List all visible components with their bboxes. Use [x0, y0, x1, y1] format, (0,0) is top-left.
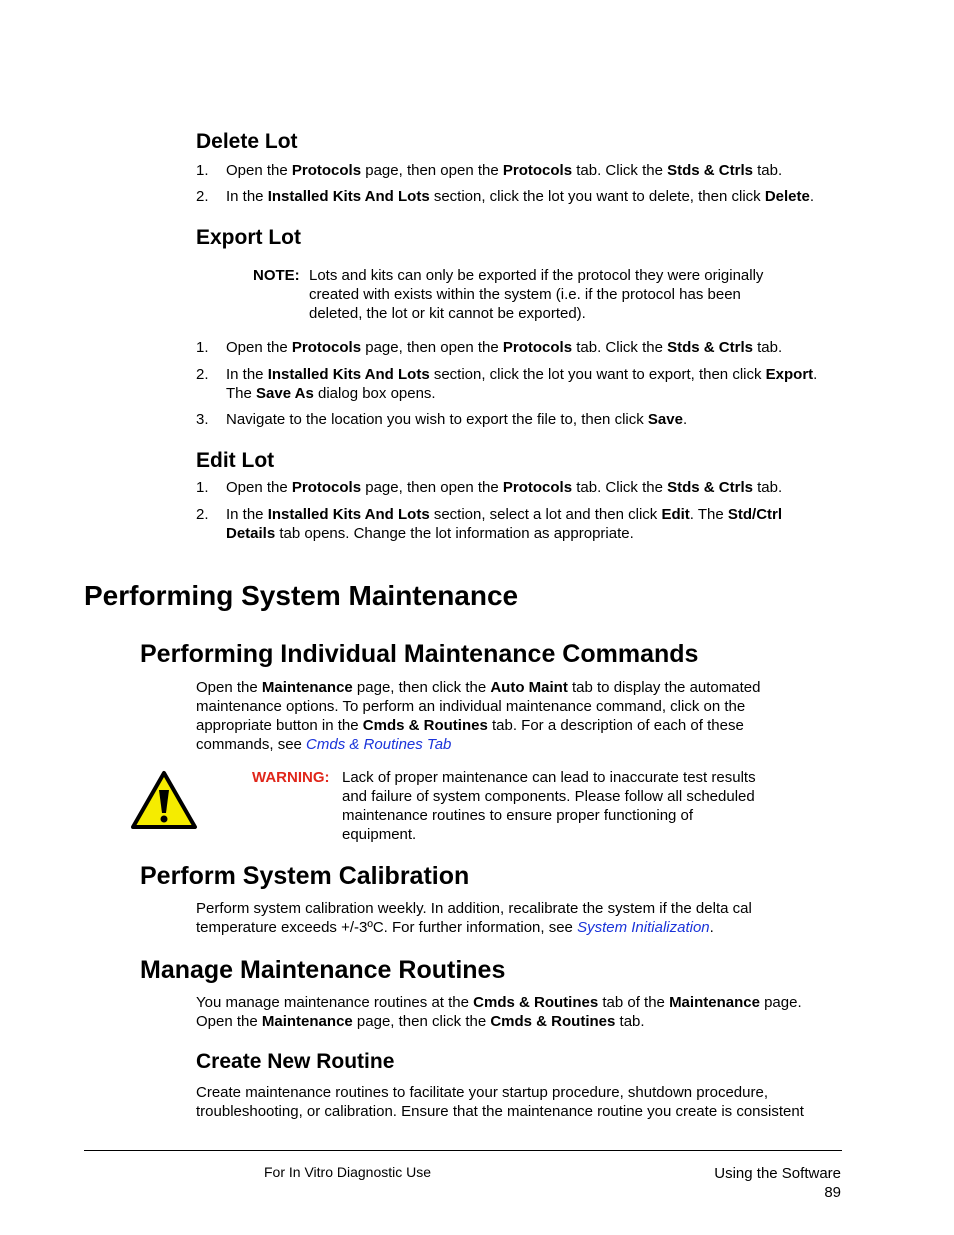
calibration-heading: Perform System Calibration	[140, 862, 470, 890]
text-run: page. Open the	[196, 994, 802, 1030]
bold-term: Protocols	[291, 339, 362, 356]
text-run: tab of the	[598, 994, 670, 1011]
note-label: NOTE:	[253, 267, 300, 284]
delete-step-1-number: 1.	[196, 162, 209, 179]
text-run: section, click the lot you want to delete, then click	[429, 188, 765, 205]
footer-divider	[84, 1150, 842, 1151]
calibration-period: .	[709, 919, 714, 936]
text-run: In the	[226, 506, 268, 523]
footer-left-text: For In Vitro Diagnostic Use	[264, 1164, 432, 1180]
footer-right	[714, 1164, 841, 1202]
individual-commands-body	[196, 679, 760, 753]
note-text	[309, 266, 809, 323]
bold-term: Cmds & Routines	[362, 717, 488, 734]
text-run: section, click the lot you want to export, then click	[429, 366, 766, 383]
bold-term: Export	[765, 366, 814, 383]
text-run: page, then open the	[361, 479, 503, 496]
bold-term: Protocols	[502, 162, 573, 179]
text-run: tab. Click the	[572, 339, 668, 356]
note-line: Lots and kits can only be exported if the protocol they were originally	[309, 267, 764, 284]
system-initialization-link[interactable]: System Initialization	[577, 919, 710, 936]
warning-triangle-icon	[130, 770, 198, 830]
footer-section-title: Using the Software	[714, 1165, 841, 1182]
text-run: In the	[226, 366, 268, 383]
warning-label: WARNING:	[252, 769, 330, 786]
export-step-3-number: 3.	[196, 411, 209, 428]
warning-text	[342, 768, 792, 844]
warning-line: maintenance routines to ensure proper functioning of	[342, 807, 694, 824]
edit-step-1-number: 1.	[196, 479, 209, 496]
text-run: tab.	[752, 339, 783, 356]
text-run: section, select a lot and then click	[429, 506, 662, 523]
cmds-routines-link[interactable]: Cmds & Routines Tab	[306, 736, 452, 753]
edit-step-2	[226, 505, 826, 543]
bold-term: Std/Ctrl Details	[226, 506, 783, 542]
calibration-body: Perform system calibration weekly. In addition, recalibrate the system if the delta cal temperature exceeds +/-3ºC. For further information, see	[196, 900, 752, 936]
note-line: created with exists within the system (i.e. if the protocol has been	[309, 286, 741, 303]
bold-term: Maintenance	[261, 1013, 353, 1030]
text-run: tab. Click the	[572, 479, 668, 496]
bold-term: Installed Kits And Lots	[267, 366, 430, 383]
bold-term: Protocols	[502, 339, 573, 356]
text-run: tab to display the automated maintenance options. To perform an individual maintenance command, click on the appropriate button in the	[196, 679, 761, 734]
warning-line: Lack of proper maintenance can lead to inaccurate test results	[342, 769, 756, 786]
bold-term: Stds & Ctrls	[667, 162, 753, 179]
text-run: tab.	[752, 479, 783, 496]
individual-commands-heading: Performing Individual Maintenance Commands	[140, 640, 699, 668]
text-run: tab.	[752, 162, 783, 179]
maintenance-heading: Performing System Maintenance	[84, 580, 519, 611]
text-run: page, then open the	[361, 162, 503, 179]
text-run: Navigate to the location you wish to export the file to, then click	[226, 411, 648, 428]
export-step-3	[226, 410, 846, 429]
text-run: .	[682, 411, 688, 428]
text-run: page, then click the	[352, 1013, 491, 1030]
page-number: 89	[824, 1184, 841, 1201]
text-run: tab opens. Change the lot information as appropriate.	[275, 525, 634, 542]
bold-term: Save	[647, 411, 683, 428]
bold-term: Auto Maint	[490, 679, 568, 696]
calibration-text	[196, 899, 796, 937]
export-step-2-number: 2.	[196, 366, 209, 383]
text-run: Open the	[226, 339, 292, 356]
text-run: .	[809, 188, 815, 205]
delete-step-2-number: 2.	[196, 188, 209, 205]
create-routine-heading: Create New Routine	[196, 1050, 395, 1073]
bold-term: Protocols	[502, 479, 573, 496]
bold-term: Stds & Ctrls	[667, 339, 753, 356]
bold-term: Maintenance	[261, 679, 353, 696]
export-step-1-number: 1.	[196, 339, 209, 356]
bold-term: Installed Kits And Lots	[267, 188, 430, 205]
export-step-2	[226, 365, 846, 403]
note-line: deleted, the lot or kit cannot be exported).	[309, 305, 586, 322]
routines-heading: Manage Maintenance Routines	[140, 956, 506, 984]
warning-line: equipment.	[342, 826, 417, 843]
delete-lot-heading: Delete Lot	[196, 130, 298, 153]
create-routine-text: Create maintenance routines to facilitate your startup procedure, shutdown procedure, troubleshooting, or calibration. Ensure that the maintenance routine you create is consistent	[196, 1084, 804, 1120]
bold-term: Protocols	[291, 162, 362, 179]
edit-step-1	[226, 478, 846, 497]
text-run: . The	[226, 366, 818, 402]
bold-term: Stds & Ctrls	[667, 479, 753, 496]
text-run: dialog box opens.	[313, 385, 436, 402]
text-run: You manage maintenance routines at the	[196, 994, 474, 1011]
delete-step-2	[226, 187, 846, 206]
routines-text	[196, 993, 836, 1031]
text-run: page, then click the	[352, 679, 491, 696]
text-run: In the	[226, 188, 268, 205]
bold-term: Edit	[661, 506, 690, 523]
edit-step-2-number: 2.	[196, 506, 209, 523]
text-run: Open the	[196, 679, 262, 696]
text-run: . The	[689, 506, 728, 523]
text-run: tab. Click the	[572, 162, 668, 179]
bold-term: Installed Kits And Lots	[267, 506, 430, 523]
bold-term: Cmds & Routines	[473, 994, 599, 1011]
edit-lot-heading: Edit Lot	[196, 449, 275, 472]
text-run: tab.	[615, 1013, 645, 1030]
export-step-1	[226, 338, 846, 357]
bold-term: Delete	[764, 188, 810, 205]
text-run: Open the	[226, 479, 292, 496]
bold-term: Protocols	[291, 479, 362, 496]
warning-line: and failure of system components. Please follow all scheduled	[342, 788, 755, 805]
bold-term: Cmds & Routines	[490, 1013, 616, 1030]
text-run: page, then open the	[361, 339, 503, 356]
delete-step-1	[226, 161, 846, 180]
bold-term: Maintenance	[669, 994, 760, 1011]
text-run: Open the	[226, 162, 292, 179]
export-lot-heading: Export Lot	[196, 226, 301, 249]
bold-term: Save As	[256, 385, 314, 402]
individual-commands-text	[196, 678, 796, 754]
text-run: tab. For a description of each of these commands, see	[196, 717, 744, 753]
